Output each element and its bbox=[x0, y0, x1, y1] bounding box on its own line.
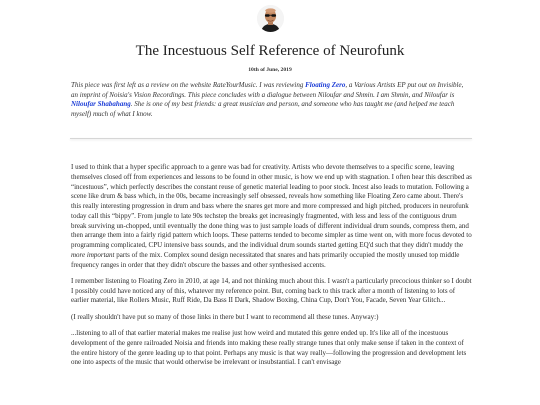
section-divider bbox=[70, 138, 472, 139]
paragraph-text: parts of the mix. Complex sound design necessitated that snares and hats primarily occupied the mostly unused top middle frequency ranges in order that they didn't obscure the basses and other synthesised accents. bbox=[71, 250, 460, 269]
niloufar-shabahang-link[interactable]: Niloufar Shabahang bbox=[71, 100, 131, 109]
page-title: The Incestuous Self Reference of Neurofunk bbox=[135, 43, 405, 59]
paragraph-text: I used to think that a hyper specific approach to a genre was bad for creativity. Artists who devote themselves to a specific scene, leaving themselves closed off from experiences and lessons to be found in other music, is how we end up with stagnation. I often hear this described as “incestuous”, which perfectly describes the constant reuse of genetic material leading to poor stock. Incest also leads to mutation. Following a scene like drum & bass which, in the 00s, became increasingly self obsessed, reveals how something like Floating Zero came about. There's this really interesting progression in drum and bass where the snares get more and more compressed and high pitched, producers in neurofunk today call this “bippy”. From jungle to late 90s techstep the breaks get increasingly fragmented, with less and less of the contiguous drum break surviving un-chopped, until eventually the done thing was to just sample loads of different individual drum sounds, compress them, and then arrange them into a fairly rigid pattern which loops. These patterns tended to become simpler as time went on, with more focus devoted to programming complicated, CPU intensive bass sounds, and the individual drum sounds started getting EQ'd such that they didn't muddy the bbox=[71, 163, 472, 249]
body-paragraph bbox=[71, 163, 473, 270]
intro-text: This piece was first left as a review on the website RateYourMusic. I was reviewing bbox=[71, 81, 306, 89]
publish-date: 10th of June, 2019 bbox=[248, 67, 292, 73]
intro-text: . She is one of my best friends: a great musician and person, and someone who has taught me (and helped me teach myself) much of what I know. bbox=[71, 100, 455, 119]
article-body bbox=[71, 163, 473, 375]
author-portrait-icon bbox=[257, 5, 284, 32]
intro-text: , a Various Artists EP put out on Invisible, an imprint of Noisia's Vision Recordings. This piece concludes with a dialogue between Niloufar and Shmin. I am Shmin, and Niloufar is bbox=[71, 81, 464, 99]
body-paragraph: ...listening to all of that earlier material makes me realise just how weird and mutated this genre ended up. It's like all of the incestuous development of the genre railroaded Noisia and friends into making these really strange tunes that only make sense if taken in the context of the entire history of the genre leading up to that point. Perhaps any music is that way really—following the progression and development lets one into aspects of the music that would otherwise be irrelevant or insubstantial. I can't envisage bbox=[71, 329, 467, 367]
floating-zero-link[interactable]: Floating Zero bbox=[305, 81, 346, 89]
emphasis-text: more important bbox=[71, 250, 115, 259]
body-paragraph: (I really shouldn't have put so many of those links in there but I want to recommend all these tunes. Anyway:) bbox=[71, 312, 379, 321]
author-avatar bbox=[257, 5, 284, 32]
intro-note bbox=[71, 81, 471, 120]
body-paragraph: I remember listening to Floating Zero in 2010, at age 14, and not thinking much about this. I wasn't a particularly precocious thinker so I doubt I possibly could have noticed any of this, whatever my reference point. But, coming back to this track after a month of listening to lots of earlier material, like Rollers Music, Ruff Ride, Da Bass II Dark, Shadow Boxing, China Cup, Don't You, Facade, Seven Year Glitch... bbox=[71, 276, 472, 305]
